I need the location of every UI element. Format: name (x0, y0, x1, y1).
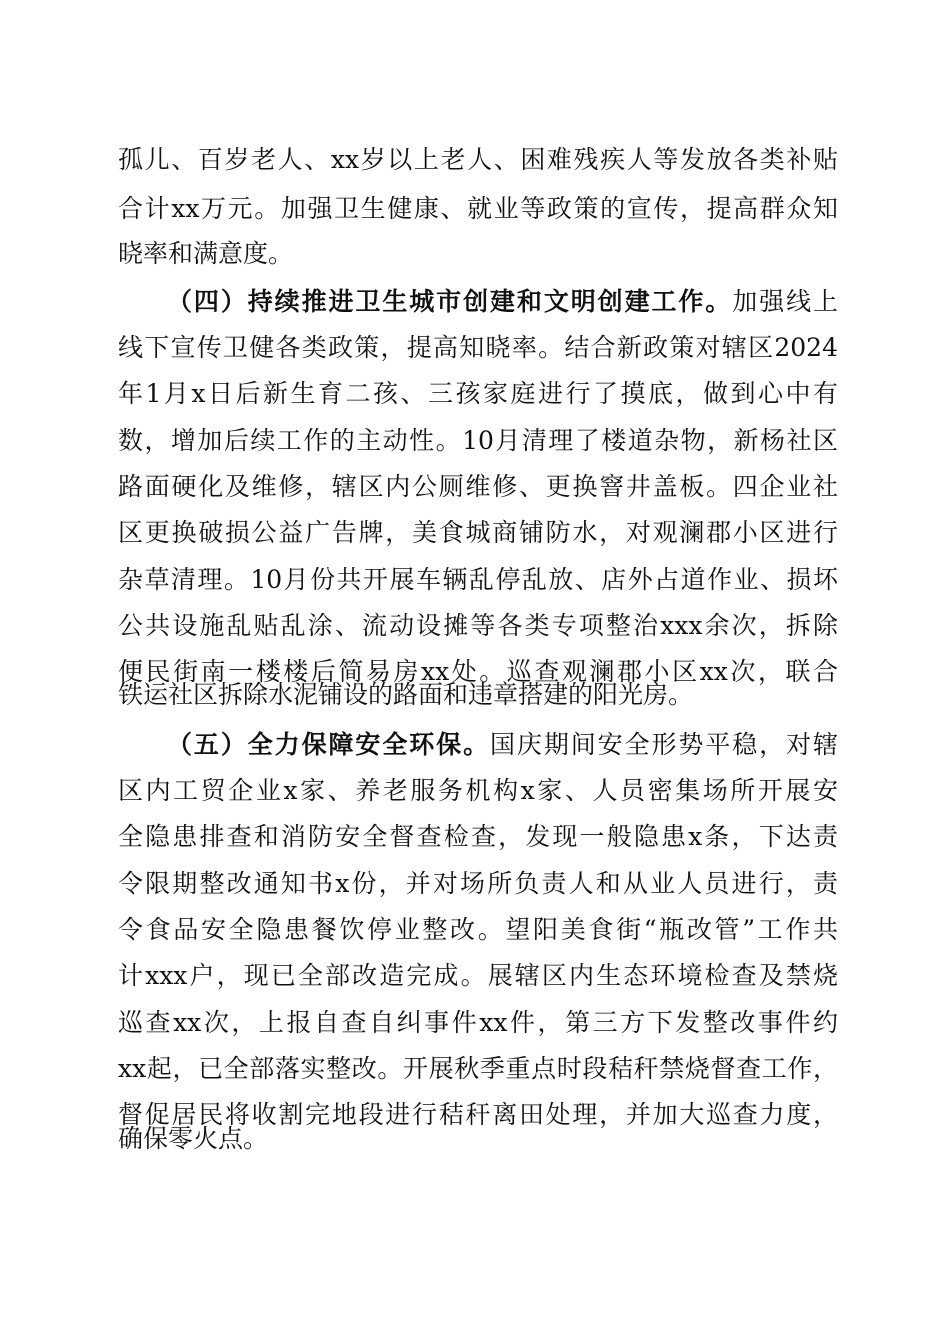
text-line: 区更换破损公益广告牌，美食城商铺防水，对观澜郡小区进行 (118, 518, 838, 547)
text-line: 铁运社区拆除水泥铺设的路面和违章搭建的阳光房。 (118, 680, 694, 709)
text-line: 区内工贸企业x家、养老服务机构x家、人员密集场所开展安 (118, 776, 838, 805)
text-line: 确保零火点。 (118, 1124, 269, 1153)
text-line: 公共设施乱贴乱涂、流动设摊等各类专项整治xxx余次，拆除 (118, 611, 838, 640)
text-line: 孤儿、百岁老人、xx岁以上老人、困难残疾人等发放各类补贴 (118, 145, 838, 174)
text-line: 合计xx万元。加强卫生健康、就业等政策的宣传，提高群众知 (118, 194, 838, 223)
text-line: 督促居民将收割完地段进行秸秆离田处理，并加大巡查力度， (118, 1100, 838, 1129)
text-line: 令食品安全隐患餐饮停业整改。望阳美食街“瓶改管”工作共 (118, 915, 838, 944)
text-line: xx起，已全部落实整改。开展秋季重点时段秸秆禁烧督查工作， (118, 1054, 838, 1083)
text-line: 巡查xx次，上报自查自纠事件xx件，第三方下发整改事件约 (118, 1008, 838, 1037)
paragraph-4-first-line (167, 280, 838, 324)
text-line: 计xxx户，现已全部改造完成。展辖区内生态环境检查及禁烧 (118, 961, 838, 990)
text-line: 全隐患排查和消防安全督查检查，发现一般隐患x条，下达责 (118, 822, 838, 851)
section-heading-4: （四）持续推进卫生城市创建和文明创建工作。 (167, 287, 733, 316)
text-line: 令限期整改通知书x份，并对场所负责人和从业人员进行，责 (118, 869, 838, 898)
text-line: 晓率和满意度。 (118, 239, 294, 268)
text-span: 国庆期间安全形势平稳，对辖 (490, 730, 838, 759)
text-line: 便民街南一楼楼后简易房xx处。巡查观澜郡小区xx次，联合 (118, 657, 838, 686)
text-line: 数，增加后续工作的主动性。10月清理了楼道杂物，新杨社区 (118, 426, 838, 455)
text-span: 加强线上 (732, 287, 838, 316)
text-line: 线下宣传卫健各类政策，提高知晓率。结合新政策对辖区2024 (118, 333, 838, 362)
text-line: 年1月x日后新生育二孩、三孩家庭进行了摸底，做到心中有 (118, 379, 838, 408)
text-line: 路面硬化及维修，辖区内公厕维修、更换窨井盖板。四企业社 (118, 472, 838, 501)
section-heading-5: （五）全力保障安全环保。 (167, 730, 490, 759)
paragraph-5-first-line (167, 723, 838, 767)
text-line: 杂草清理。10月份共开展车辆乱停乱放、店外占道作业、损坏 (118, 565, 838, 594)
